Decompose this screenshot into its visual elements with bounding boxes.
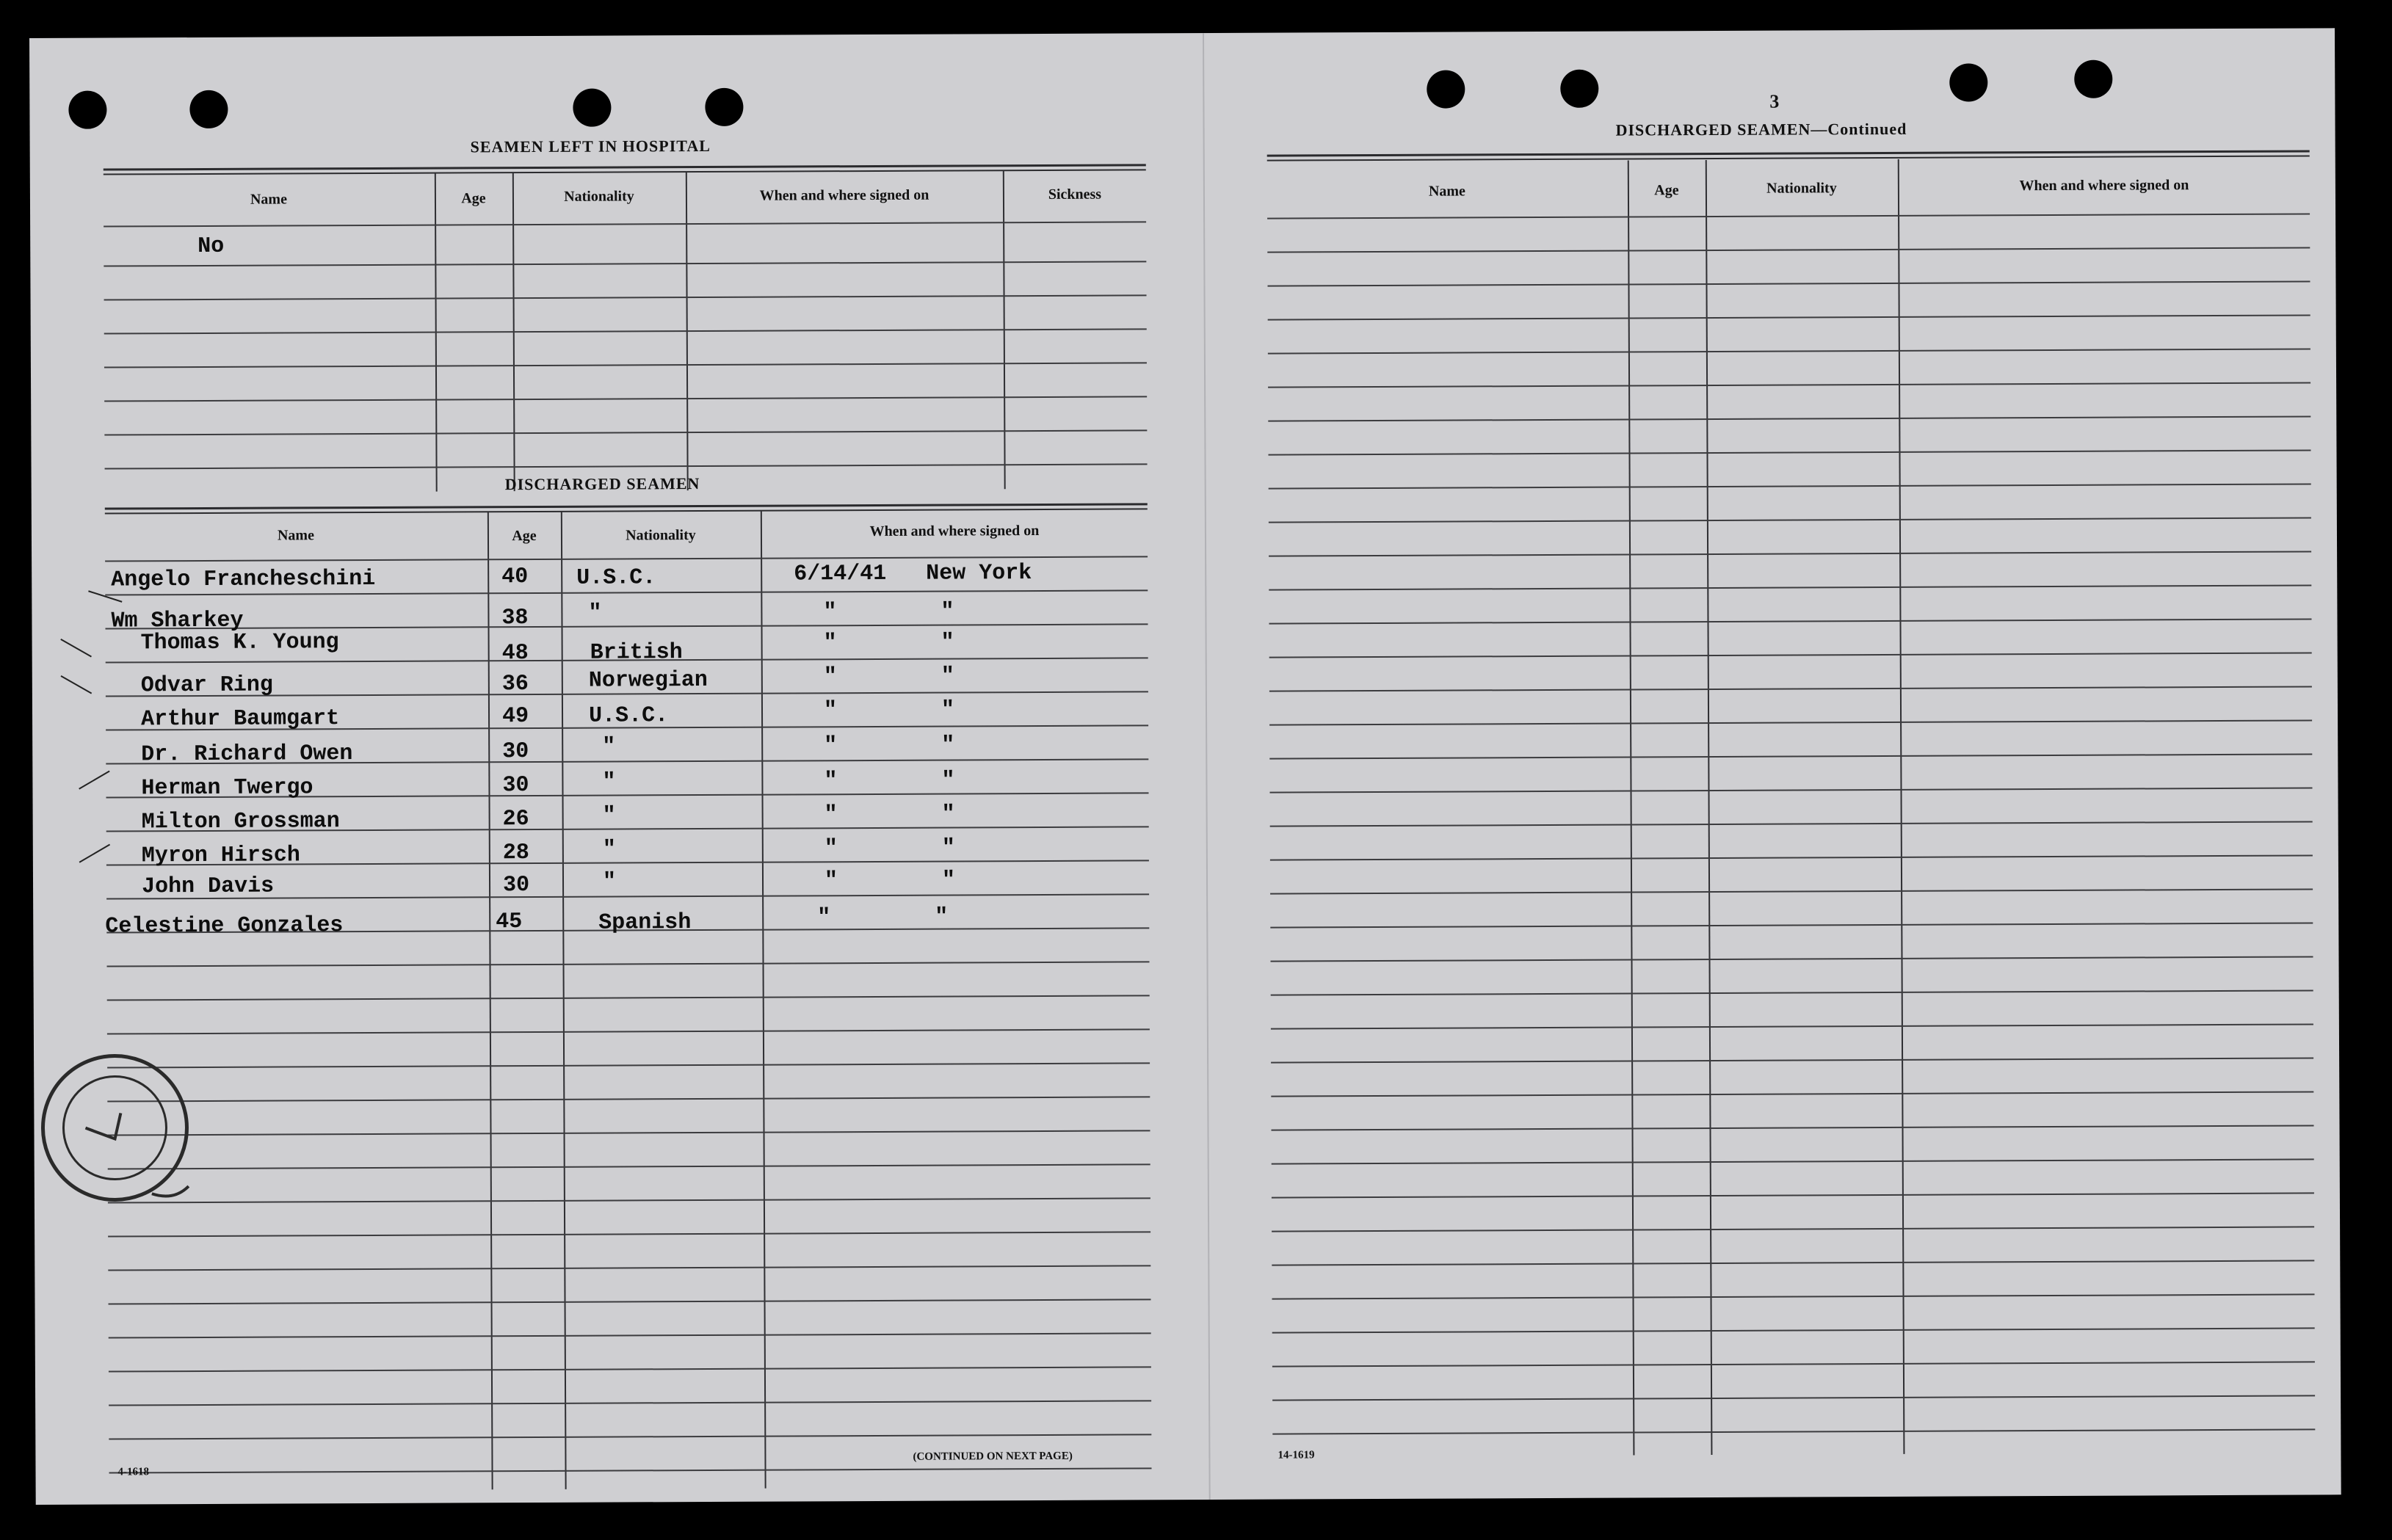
seaman-name: Myron Hirsch — [141, 843, 300, 869]
discharged-header-signed-on: When and where signed on — [869, 523, 1040, 540]
hospital-row-line — [104, 362, 1147, 368]
discharged-row-line — [108, 1265, 1150, 1271]
seaman-age: 30 — [502, 773, 529, 799]
seaman-nationality: " — [602, 769, 616, 795]
seaman-age: 30 — [502, 873, 530, 898]
left-form-number: 4-1618 — [117, 1466, 150, 1478]
hospital-row-line — [104, 396, 1147, 402]
discharged-header-age: Age — [512, 527, 537, 545]
seaman-signed-place: " — [941, 802, 955, 827]
discharged-header-nationality: Nationality — [626, 527, 696, 544]
seaman-name: Odvar Ring — [140, 672, 273, 699]
hospital-section-title: SEAMEN LEFT IN HOSPITAL — [470, 136, 711, 156]
right-form-number: 14-1619 — [1277, 1449, 1315, 1461]
continued-note: (CONTINUED ON NEXT PAGE) — [913, 1450, 1073, 1463]
right-row-line — [1272, 1327, 2315, 1333]
seaman-age: 48 — [501, 641, 529, 667]
discharged-row-line — [108, 1163, 1150, 1169]
discharged-row-line — [107, 961, 1150, 967]
seaman-signed-place: " — [941, 664, 954, 689]
right-row-line — [1269, 753, 2312, 759]
seaman-signed-place: " — [941, 733, 955, 758]
right-col-divider — [1706, 160, 1713, 1455]
seaman-signed-date: " — [824, 868, 838, 894]
seaman-nationality: " — [588, 600, 602, 626]
pencil-check-mark — [79, 771, 109, 790]
right-table-top-rule — [1267, 150, 2310, 161]
seaman-signed-date: " — [823, 664, 837, 690]
binder-hole — [1427, 70, 1465, 108]
seaman-signed-place: New York — [926, 561, 1032, 586]
pencil-check-mark — [79, 844, 110, 863]
pencil-check-mark — [61, 675, 93, 694]
seaman-nationality: " — [602, 869, 617, 895]
seaman-nationality: Spanish — [598, 910, 692, 936]
discharged-row-line — [107, 1028, 1150, 1034]
right-row-line — [1272, 1125, 2314, 1130]
seaman-signed-date: " — [824, 802, 838, 828]
right-row-line — [1272, 1395, 2315, 1401]
seaman-signed-date: 6/14/41 — [794, 561, 887, 587]
seaman-signed-place: " — [941, 768, 955, 793]
right-row-line — [1271, 1091, 2313, 1097]
hospital-header-age: Age — [461, 190, 486, 207]
document-sheet — [29, 28, 2341, 1505]
seaman-signed-place: " — [935, 904, 949, 930]
seaman-nationality: " — [602, 837, 616, 862]
seaman-age: 30 — [502, 739, 529, 765]
right-header-age: Age — [1654, 182, 1679, 199]
right-row-line — [1270, 854, 2313, 860]
seaman-signed-date: " — [824, 836, 838, 862]
discharged-row-line — [106, 623, 1148, 629]
discharged-row-line — [109, 1366, 1151, 1372]
seaman-name: Arthur Baumgart — [140, 706, 340, 733]
discharged-row-line — [108, 1231, 1150, 1237]
hospital-header-nationality: Nationality — [564, 188, 634, 205]
seaman-name: Wm Sharkey — [111, 608, 244, 634]
right-row-line — [1269, 787, 2312, 793]
hospital-header-name: Name — [250, 191, 287, 208]
right-row-line — [1268, 382, 2311, 388]
right-row-line — [1267, 247, 2310, 253]
binder-hole — [573, 89, 611, 127]
right-row-line — [1268, 449, 2311, 455]
discharged-row-line — [107, 995, 1150, 1000]
center-fold — [1203, 33, 1211, 1500]
right-header-name: Name — [1428, 183, 1465, 200]
pencil-check-mark — [60, 639, 92, 658]
discharged-row-line — [109, 1400, 1151, 1406]
right-row-line — [1269, 686, 2312, 691]
page-number: 3 — [1769, 90, 1780, 112]
right-row-line — [1271, 1023, 2313, 1029]
discharged-row-line — [107, 1096, 1150, 1102]
right-row-line — [1272, 1361, 2315, 1367]
seaman-age: 36 — [501, 672, 529, 697]
seaman-nationality: British — [590, 640, 683, 666]
right-row-line — [1272, 1260, 2314, 1265]
seaman-age: 45 — [496, 909, 523, 935]
right-row-line — [1270, 956, 2313, 962]
seaman-signed-date: " — [824, 769, 838, 794]
seaman-signed-date: " — [817, 905, 831, 931]
seaman-signed-place: " — [941, 599, 954, 625]
hospital-row-line — [104, 261, 1146, 266]
discharged-row-line — [107, 1062, 1150, 1068]
seaman-signed-date: " — [823, 631, 837, 656]
binder-hole — [2074, 60, 2112, 98]
seaman-age: 28 — [502, 840, 529, 866]
right-row-line — [1272, 1293, 2315, 1299]
discharged-table-top-rule — [105, 503, 1148, 514]
seaman-name: Celestine Gonzales — [105, 913, 344, 940]
right-header-nationality: Nationality — [1766, 180, 1837, 197]
hospital-row-line — [104, 294, 1147, 300]
hospital-header-signed-on: When and where signed on — [759, 186, 929, 204]
binder-hole — [1560, 70, 1598, 108]
right-col-divider — [1898, 159, 1905, 1454]
right-row-line — [1268, 348, 2311, 354]
seaman-signed-place: " — [941, 630, 954, 655]
seaman-name: Milton Grossman — [141, 809, 340, 835]
right-row-line — [1269, 517, 2311, 523]
discharged-header-name: Name — [277, 527, 314, 544]
discharged-row-line — [108, 1197, 1150, 1203]
right-row-line — [1269, 584, 2311, 590]
right-row-line — [1268, 314, 2311, 320]
seaman-nationality: " — [602, 803, 616, 829]
right-row-line — [1269, 618, 2311, 624]
binder-hole — [189, 90, 228, 128]
seaman-name: Thomas K. Young — [140, 630, 339, 656]
right-row-line — [1269, 719, 2312, 725]
seaman-name: Dr. Richard Owen — [141, 741, 353, 768]
right-row-line — [1272, 1192, 2314, 1198]
hospital-row-line — [105, 463, 1148, 469]
discharged-col-divider — [761, 511, 766, 1489]
discharged-row-line — [108, 1130, 1150, 1136]
right-row-line — [1268, 415, 2311, 421]
seaman-signed-place: " — [941, 868, 956, 893]
continued-section-title: DISCHARGED SEAMEN—Continued — [1615, 119, 1907, 139]
discharged-row-line — [109, 1332, 1151, 1338]
discharged-col-divider — [488, 512, 493, 1489]
seaman-age: 38 — [501, 606, 529, 631]
ellis-island-stamp — [34, 1017, 211, 1238]
hospital-header-sickness: Sickness — [1048, 186, 1102, 203]
seaman-name: John Davis — [141, 873, 275, 900]
hospital-table-top-rule — [104, 164, 1146, 175]
seaman-signed-date: " — [823, 600, 837, 625]
right-row-line — [1272, 1158, 2314, 1164]
right-row-line — [1271, 1057, 2313, 1063]
right-col-divider — [1628, 160, 1635, 1455]
seaman-nationality: U.S.C. — [588, 703, 669, 729]
right-row-line — [1270, 888, 2313, 894]
right-row-line — [1272, 1428, 2315, 1434]
hospital-row-line — [104, 328, 1147, 334]
right-row-line — [1270, 922, 2313, 928]
right-row-line — [1271, 989, 2313, 995]
seaman-nationality: U.S.C. — [576, 565, 656, 591]
seaman-signed-date: " — [824, 733, 838, 759]
seaman-signed-date: " — [823, 698, 838, 724]
right-row-line — [1272, 1226, 2314, 1232]
right-row-line — [1270, 821, 2313, 827]
right-row-line — [1269, 483, 2311, 489]
seaman-name: Angelo Francheschini — [111, 566, 376, 593]
discharged-col-divider — [561, 512, 567, 1489]
hospital-entry-no: No — [197, 233, 225, 260]
seaman-name: Herman Twergo — [141, 775, 314, 802]
hospital-row-line — [104, 221, 1146, 227]
binder-hole — [1949, 63, 1987, 101]
seaman-age: 26 — [502, 807, 529, 832]
seaman-signed-place: " — [941, 697, 955, 723]
discharged-row-line — [109, 1467, 1152, 1473]
seaman-nationality: " — [602, 734, 616, 760]
discharged-section-title: DISCHARGED SEAMEN — [504, 474, 700, 494]
seaman-age: 49 — [501, 704, 529, 730]
binder-hole — [68, 91, 106, 129]
right-row-line — [1269, 551, 2311, 556]
hospital-row-line — [104, 429, 1147, 435]
discharged-row-line — [109, 1299, 1151, 1304]
binder-hole — [705, 88, 743, 126]
seaman-signed-place: " — [941, 835, 955, 861]
seaman-age: 40 — [501, 564, 529, 590]
seaman-nationality: Norwegian — [588, 667, 708, 694]
right-row-line — [1267, 280, 2310, 286]
right-header-signed-on: When and where signed on — [2019, 177, 2189, 195]
discharged-row-line — [109, 1434, 1151, 1439]
right-row-line — [1269, 652, 2312, 658]
right-header-line — [1267, 213, 2310, 219]
